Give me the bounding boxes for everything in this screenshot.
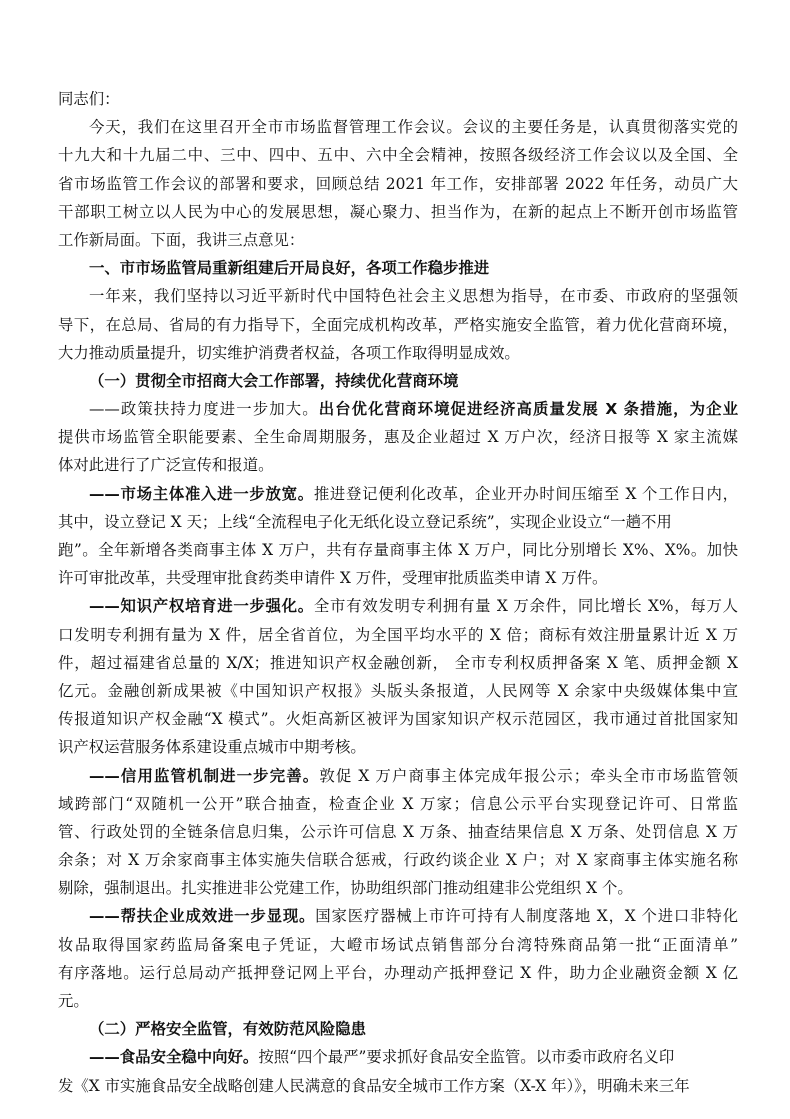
section-heading [58,367,738,395]
section-heading [58,1015,738,1043]
text-line [58,367,738,395]
line-text: 推进登记便利化改革，企业开办时间压缩至 X 个工作日内， [313,484,738,503]
line-text: 元。 [58,992,89,1010]
line-text: 工作新局面。下面，我讲三点意见： [58,230,305,249]
text-line [58,254,738,282]
paragraph [58,1043,738,1099]
line-text: 口发明专利拥有量为 X 件，居全省首位，为全国平均水平的 X 倍；商标有效注册量累计近 X 万 [58,625,738,644]
line-text: 十九大和十九届二中、三中、四中、五中、六中全会精神，按照各级经济工作会议以及全国、全 [58,146,738,165]
text-line [58,677,738,705]
text-line [58,846,738,874]
line-text: 有序落地。运行总局动产抵押登记网上平台，办理动产抵押登记 X 件，助力企业融资金额 X 亿 [58,963,738,982]
line-text: 按照“四个最严”要求抓好食品安全监管。以市委市政府名义印 [258,1048,675,1067]
line-text: （二）严格安全监管，有效防范风险隐患 [89,1020,367,1039]
text-line [58,226,738,254]
paragraph [58,762,738,903]
text-line [58,902,738,930]
line-text: 妆品取得国家药监局备案电子凭证，大嶝市场试点销售部分台湾特殊商品第一批“正面清单” [58,935,738,954]
line-text: 传报道知识产权金融“X 模式”。火炬高新区被评为国家知识产权示范园区，我市通过首批国家知 [58,710,738,729]
line-text: 导下，在总局、省局的有力指导下，全面完成机构改革，严格实施安全监管，着力优化营商环境， [58,315,738,334]
line-text: 大力推动质量提升，切实维护消费者权益，各项工作取得明显成效。 [58,343,520,362]
text-line [58,705,738,733]
text-line [58,508,738,536]
line-text: 识产权运营服务体系建设重点城市中期考核。 [58,738,366,757]
text-line [58,85,738,113]
text-line [58,282,738,310]
text-line [58,959,738,987]
bold-lead-text: ——食品安全稳中向好。 [89,1048,259,1067]
bold-lead-text: ——信用监管机制进一步完善。 [89,766,320,785]
salutation [58,85,738,113]
line-text: 全市有效发明专利拥有量 X 万余件，同比增长 X%，每万人 [313,597,738,616]
line-text: 域跨部门“双随机一公开”联合抽查，检查企业 X 万家；信息公示平台实现登记许可、日常监 [58,794,738,813]
text-line [58,790,738,818]
line-text: 其中，设立登记 X 天；上线“全流程电子化无纸化设立登记系统”，实现企业设立“一趟不用 [58,512,672,531]
line-text: 省市场监管工作会议的部署和要求，回顾总结 2021 年工作，安排部署 2022 年任务，动员广大 [58,174,738,193]
text-line [58,113,738,141]
text-line [58,874,738,902]
line-text: 亿元。金融创新成果被《中国知识产权报》头版头条报道，人民网等 X 余家中央级媒体集中宣 [58,681,738,700]
bold-lead-text: ——市场主体准入进一步放宽。 [89,484,314,503]
line-text: 同志们： [58,90,120,108]
text-line [58,141,738,169]
line-text: 许可审批改革，共受理审批食药类申请件 X 万件，受理审批质监类申请 X 万件。 [58,569,608,588]
paragraph [58,113,738,254]
text-line [58,564,738,592]
text-line [58,536,738,564]
line-text: （一）贯彻全市招商大会工作部署，持续优化营商环境 [89,371,459,390]
section-heading [58,254,738,282]
text-line [58,451,738,479]
text-line [58,987,738,1015]
bold-lead-text: ——知识产权培育进一步强化。 [89,597,314,616]
bold-text: 出台优化营商环境促进经济高质量发展 X 条措施，为企业 [318,400,738,419]
line-text: 干部职工树立以人民为中心的发展思想，凝心聚力、担当作为，在新的起点上不断开创市场监管 [58,202,738,221]
line-text: 一、市市场监管局重新组建后开局良好，各项工作稳步推进 [89,259,490,278]
text-line [58,480,738,508]
document-body [58,85,738,1100]
line-text: 发《X 市实施食品安全战略创建人民满意的食品安全城市工作方案（X-X 年）》，明确未来三年 [58,1076,690,1095]
paragraph [58,480,738,593]
text-line [58,1015,738,1043]
text-line [58,170,738,198]
paragraph [58,592,738,761]
text-line [58,733,738,761]
line-text: 余条；对 X 万余家商事主体实施失信联合惩戒，行政约谈企业 X 户；对 X 家商事主体实施名称 [58,851,738,870]
text-line [58,592,738,620]
line-text: ——政策扶持力度进一步加大。 [89,400,319,419]
line-text: 件，超过福建省总量的 X/X；推进知识产权金融创新， 全市专利权质押备案 X 笔、质押金额 X [58,653,738,672]
text-line [58,1072,738,1100]
text-line [58,395,738,423]
line-text: 一年来，我们坚持以习近平新时代中国特色社会主义思想为指导，在市委、市政府的坚强领 [89,287,738,306]
line-text: 提供市场监管全职能要素、全生命周期服务，惠及企业超过 X 万户次，经济日报等 X 家主流媒 [58,428,738,447]
text-line [58,621,738,649]
text-line [58,931,738,959]
line-text: 国家医疗器械上市许可持有人制度落地 X，X 个进口非特化 [315,907,738,926]
line-text: 剔除，强制退出。扎实推进非公党建工作，协助组织部门推动组建非公党组织 X 个。 [58,879,633,898]
paragraph [58,395,738,480]
text-line [58,423,738,451]
line-text: 管、行政处罚的全链条信息归集，公示许可信息 X 万条、抽查结果信息 X 万条、处罚信息 X 万 [58,822,738,841]
text-line [58,311,738,339]
text-line [58,762,738,790]
line-text: 跑”。全年新增各类商事主体 X 万户，共有存量商事主体 X 万户，同比分别增长 X%、X%。加快 [58,541,738,559]
text-line [58,1043,738,1071]
paragraph [58,282,738,367]
line-text: 敦促 X 万户商事主体完成年报公示；牵头全市市场监管领 [319,766,738,785]
line-text: 体对此进行了广泛宣传和报道。 [58,456,274,475]
text-line [58,339,738,367]
text-line [58,818,738,846]
bold-lead-text: ——帮扶企业成效进一步显现。 [89,907,316,926]
text-line [58,198,738,226]
text-line [58,649,738,677]
paragraph [58,902,738,1015]
line-text: 今天，我们在这里召开全市市场监督管理工作会议。会议的主要任务是，认真贯彻落实党的 [89,118,738,137]
